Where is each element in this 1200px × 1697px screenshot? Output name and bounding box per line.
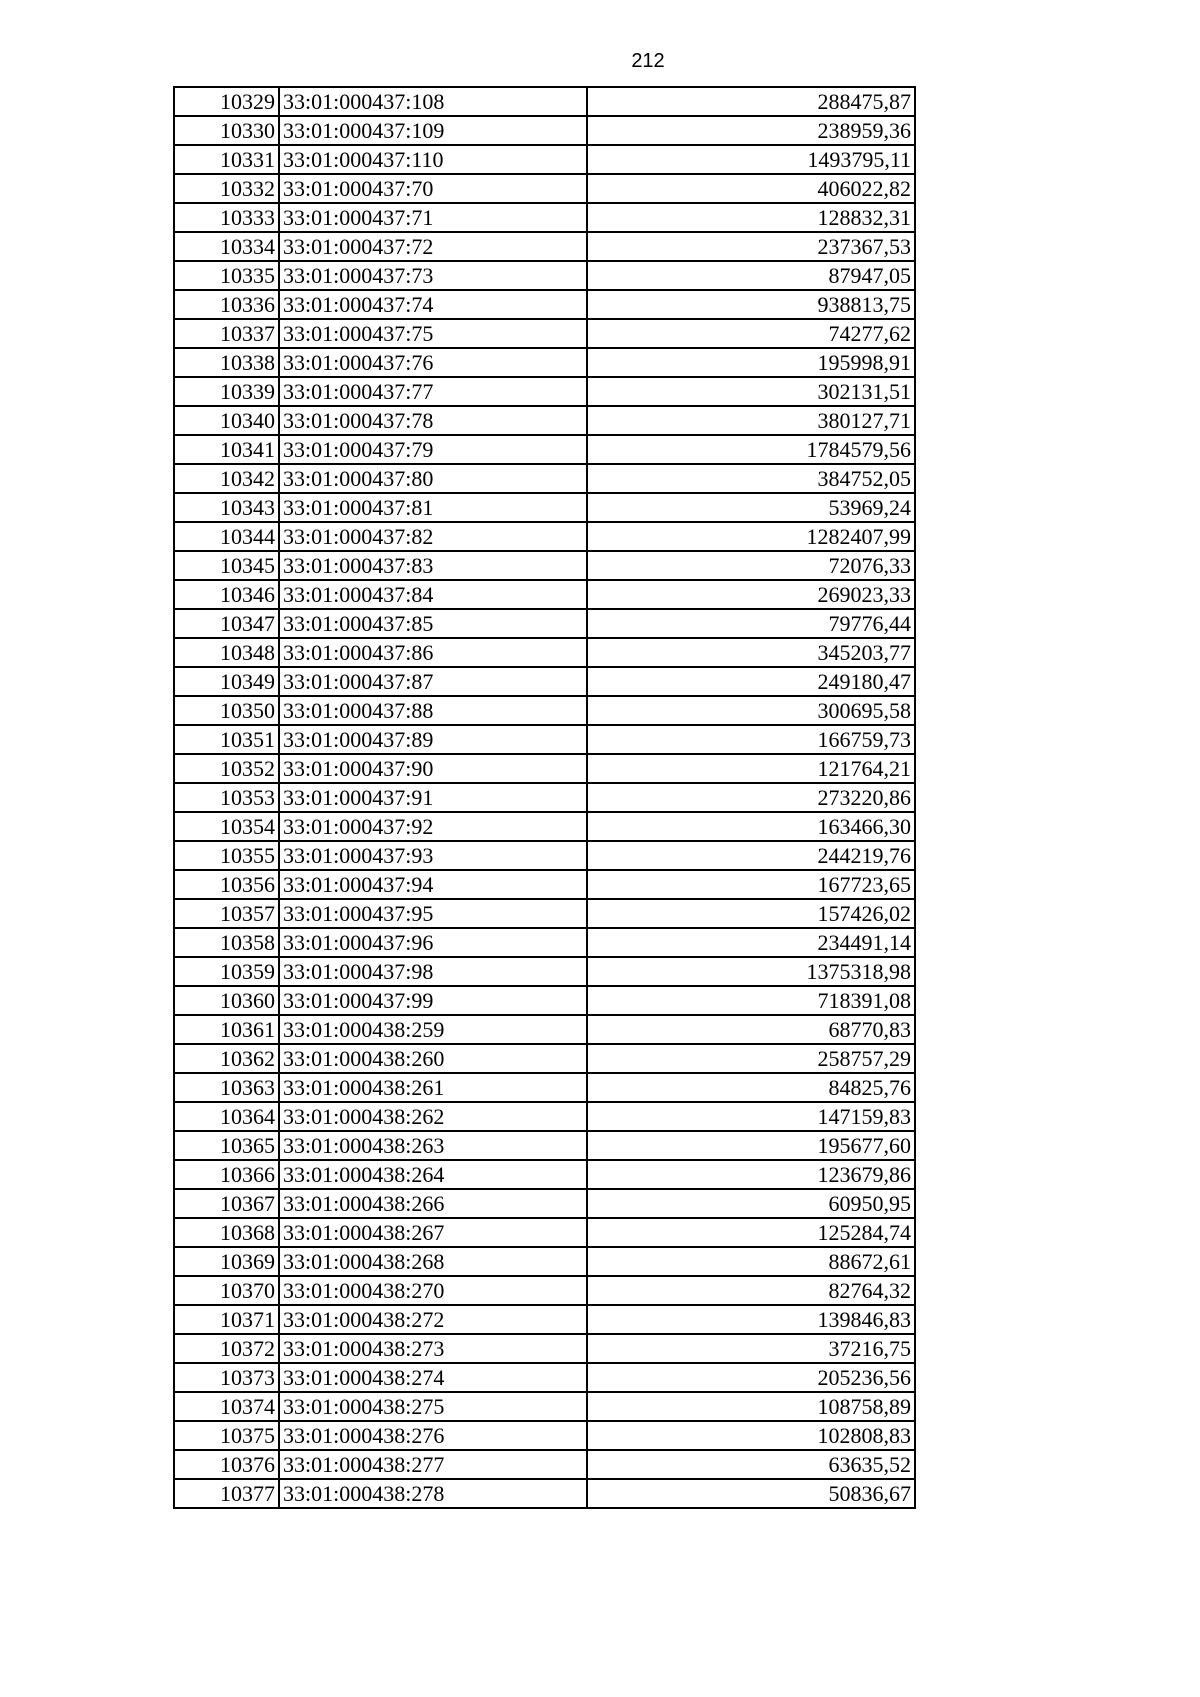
row-number-cell: 10366	[174, 1160, 279, 1189]
row-number-cell: 10364	[174, 1102, 279, 1131]
table-row	[174, 290, 915, 319]
row-number-cell: 10342	[174, 464, 279, 493]
table-row	[174, 261, 915, 290]
cadastral-number-cell: 33:01:000438:260	[279, 1044, 587, 1073]
row-number-cell: 10341	[174, 435, 279, 464]
cadastral-number-cell: 33:01:000437:96	[279, 928, 587, 957]
table-row	[174, 1392, 915, 1421]
table-row	[174, 174, 915, 203]
table-row	[174, 1421, 915, 1450]
cadastral-value-cell: 205236,56	[587, 1363, 915, 1392]
cadastral-value-cell: 302131,51	[587, 377, 915, 406]
row-number-cell: 10347	[174, 609, 279, 638]
cadastral-number-cell: 33:01:000438:267	[279, 1218, 587, 1247]
cadastral-number-cell: 33:01:000438:276	[279, 1421, 587, 1450]
table-row	[174, 1276, 915, 1305]
row-number-cell: 10363	[174, 1073, 279, 1102]
cadastral-number-cell: 33:01:000437:95	[279, 899, 587, 928]
row-number-cell: 10346	[174, 580, 279, 609]
cadastral-number-cell: 33:01:000437:94	[279, 870, 587, 899]
cadastral-number-cell: 33:01:000437:76	[279, 348, 587, 377]
table-row	[174, 203, 915, 232]
cadastral-number-cell: 33:01:000438:273	[279, 1334, 587, 1363]
row-number-cell: 10334	[174, 232, 279, 261]
cadastral-value-cell: 166759,73	[587, 725, 915, 754]
cadastral-number-cell: 33:01:000438:266	[279, 1189, 587, 1218]
row-number-cell: 10333	[174, 203, 279, 232]
table-row	[174, 435, 915, 464]
cadastral-number-cell: 33:01:000437:83	[279, 551, 587, 580]
cadastral-value-cell: 244219,76	[587, 841, 915, 870]
cadastral-number-cell: 33:01:000437:74	[279, 290, 587, 319]
cadastral-value-table	[173, 86, 916, 1509]
cadastral-number-cell: 33:01:000438:264	[279, 1160, 587, 1189]
table-row	[174, 667, 915, 696]
cadastral-number-cell: 33:01:000437:75	[279, 319, 587, 348]
cadastral-value-cell: 269023,33	[587, 580, 915, 609]
cadastral-number-cell: 33:01:000437:71	[279, 203, 587, 232]
cadastral-value-cell: 345203,77	[587, 638, 915, 667]
cadastral-number-cell: 33:01:000437:81	[279, 493, 587, 522]
table-row	[174, 522, 915, 551]
cadastral-value-cell: 53969,24	[587, 493, 915, 522]
table-row	[174, 377, 915, 406]
cadastral-value-cell: 157426,02	[587, 899, 915, 928]
row-number-cell: 10330	[174, 116, 279, 145]
row-number-cell: 10351	[174, 725, 279, 754]
row-number-cell: 10348	[174, 638, 279, 667]
cadastral-value-cell: 273220,86	[587, 783, 915, 812]
row-number-cell: 10352	[174, 754, 279, 783]
cadastral-value-cell: 238959,36	[587, 116, 915, 145]
cadastral-number-cell: 33:01:000438:270	[279, 1276, 587, 1305]
row-number-cell: 10338	[174, 348, 279, 377]
table-row	[174, 1334, 915, 1363]
row-number-cell: 10359	[174, 957, 279, 986]
table-row	[174, 1479, 915, 1508]
table-row	[174, 1450, 915, 1479]
cadastral-number-cell: 33:01:000437:98	[279, 957, 587, 986]
row-number-cell: 10340	[174, 406, 279, 435]
table-row	[174, 638, 915, 667]
row-number-cell: 10332	[174, 174, 279, 203]
row-number-cell: 10361	[174, 1015, 279, 1044]
table-row	[174, 580, 915, 609]
table-row	[174, 725, 915, 754]
cadastral-value-cell: 121764,21	[587, 754, 915, 783]
table-row	[174, 609, 915, 638]
cadastral-number-cell: 33:01:000438:274	[279, 1363, 587, 1392]
row-number-cell: 10343	[174, 493, 279, 522]
row-number-cell: 10368	[174, 1218, 279, 1247]
cadastral-value-cell: 234491,14	[587, 928, 915, 957]
table-row	[174, 1102, 915, 1131]
cadastral-number-cell: 33:01:000437:85	[279, 609, 587, 638]
cadastral-number-cell: 33:01:000437:77	[279, 377, 587, 406]
table-row	[174, 783, 915, 812]
cadastral-number-cell: 33:01:000438:263	[279, 1131, 587, 1160]
row-number-cell: 10358	[174, 928, 279, 957]
table-row	[174, 1305, 915, 1334]
row-number-cell: 10377	[174, 1479, 279, 1508]
row-number-cell: 10353	[174, 783, 279, 812]
cadastral-value-cell: 195677,60	[587, 1131, 915, 1160]
cadastral-value-cell: 72076,33	[587, 551, 915, 580]
cadastral-number-cell: 33:01:000438:277	[279, 1450, 587, 1479]
cadastral-value-cell: 1493795,11	[587, 145, 915, 174]
table-row	[174, 899, 915, 928]
row-number-cell: 10356	[174, 870, 279, 899]
cadastral-number-cell: 33:01:000437:108	[279, 87, 587, 116]
table-row	[174, 841, 915, 870]
row-number-cell: 10367	[174, 1189, 279, 1218]
row-number-cell: 10336	[174, 290, 279, 319]
row-number-cell: 10355	[174, 841, 279, 870]
table-row	[174, 464, 915, 493]
table-row	[174, 145, 915, 174]
cadastral-number-cell: 33:01:000437:90	[279, 754, 587, 783]
cadastral-value-cell: 195998,91	[587, 348, 915, 377]
row-number-cell: 10349	[174, 667, 279, 696]
cadastral-number-cell: 33:01:000437:86	[279, 638, 587, 667]
table-row	[174, 696, 915, 725]
cadastral-value-cell: 128832,31	[587, 203, 915, 232]
row-number-cell: 10371	[174, 1305, 279, 1334]
table-row	[174, 1131, 915, 1160]
table-row	[174, 116, 915, 145]
row-number-cell: 10375	[174, 1421, 279, 1450]
cadastral-value-cell: 50836,67	[587, 1479, 915, 1508]
table-row	[174, 1160, 915, 1189]
cadastral-value-cell: 1784579,56	[587, 435, 915, 464]
cadastral-number-cell: 33:01:000437:87	[279, 667, 587, 696]
cadastral-value-cell: 300695,58	[587, 696, 915, 725]
row-number-cell: 10374	[174, 1392, 279, 1421]
row-number-cell: 10329	[174, 87, 279, 116]
cadastral-value-cell: 288475,87	[587, 87, 915, 116]
page-number: 212	[631, 50, 665, 72]
row-number-cell: 10372	[174, 1334, 279, 1363]
row-number-cell: 10373	[174, 1363, 279, 1392]
cadastral-value-cell: 87947,05	[587, 261, 915, 290]
cadastral-number-cell: 33:01:000437:89	[279, 725, 587, 754]
table-row	[174, 812, 915, 841]
cadastral-number-cell: 33:01:000438:261	[279, 1073, 587, 1102]
cadastral-value-cell: 68770,83	[587, 1015, 915, 1044]
cadastral-value-cell: 384752,05	[587, 464, 915, 493]
table-row	[174, 1015, 915, 1044]
cadastral-value-cell: 147159,83	[587, 1102, 915, 1131]
table-row	[174, 232, 915, 261]
cadastral-value-cell: 123679,86	[587, 1160, 915, 1189]
table-row	[174, 1189, 915, 1218]
row-number-cell: 10376	[174, 1450, 279, 1479]
table-row	[174, 986, 915, 1015]
table-row	[174, 957, 915, 986]
row-number-cell: 10345	[174, 551, 279, 580]
row-number-cell: 10362	[174, 1044, 279, 1073]
table-row	[174, 1073, 915, 1102]
cadastral-value-cell: 37216,75	[587, 1334, 915, 1363]
cadastral-value-cell: 938813,75	[587, 290, 915, 319]
row-number-cell: 10331	[174, 145, 279, 174]
cadastral-number-cell: 33:01:000437:88	[279, 696, 587, 725]
row-number-cell: 10344	[174, 522, 279, 551]
table-row	[174, 1218, 915, 1247]
table-row	[174, 87, 915, 116]
cadastral-value-cell: 125284,74	[587, 1218, 915, 1247]
table-row	[174, 348, 915, 377]
cadastral-number-cell: 33:01:000437:80	[279, 464, 587, 493]
cadastral-number-cell: 33:01:000437:72	[279, 232, 587, 261]
cadastral-number-cell: 33:01:000437:110	[279, 145, 587, 174]
cadastral-number-cell: 33:01:000437:92	[279, 812, 587, 841]
row-number-cell: 10370	[174, 1276, 279, 1305]
cadastral-value-cell: 718391,08	[587, 986, 915, 1015]
table-row	[174, 870, 915, 899]
cadastral-value-cell: 163466,30	[587, 812, 915, 841]
cadastral-value-cell: 167723,65	[587, 870, 915, 899]
cadastral-value-cell: 406022,82	[587, 174, 915, 203]
cadastral-number-cell: 33:01:000437:91	[279, 783, 587, 812]
table-row	[174, 1247, 915, 1276]
table-row	[174, 493, 915, 522]
cadastral-number-cell: 33:01:000437:73	[279, 261, 587, 290]
table-row	[174, 319, 915, 348]
cadastral-value-cell: 1375318,98	[587, 957, 915, 986]
row-number-cell: 10365	[174, 1131, 279, 1160]
cadastral-number-cell: 33:01:000437:79	[279, 435, 587, 464]
cadastral-value-cell: 102808,83	[587, 1421, 915, 1450]
cadastral-value-cell: 88672,61	[587, 1247, 915, 1276]
cadastral-number-cell: 33:01:000437:109	[279, 116, 587, 145]
table-row	[174, 551, 915, 580]
cadastral-value-cell: 258757,29	[587, 1044, 915, 1073]
cadastral-value-cell: 1282407,99	[587, 522, 915, 551]
cadastral-number-cell: 33:01:000437:70	[279, 174, 587, 203]
cadastral-value-cell: 74277,62	[587, 319, 915, 348]
cadastral-number-cell: 33:01:000437:78	[279, 406, 587, 435]
cadastral-number-cell: 33:01:000437:82	[279, 522, 587, 551]
cadastral-value-cell: 108758,89	[587, 1392, 915, 1421]
row-number-cell: 10357	[174, 899, 279, 928]
row-number-cell: 10335	[174, 261, 279, 290]
cadastral-value-cell: 60950,95	[587, 1189, 915, 1218]
cadastral-value-cell: 63635,52	[587, 1450, 915, 1479]
cadastral-value-cell: 249180,47	[587, 667, 915, 696]
row-number-cell: 10360	[174, 986, 279, 1015]
cadastral-value-cell: 139846,83	[587, 1305, 915, 1334]
cadastral-number-cell: 33:01:000438:278	[279, 1479, 587, 1508]
table-row	[174, 1363, 915, 1392]
table-body	[174, 87, 915, 1508]
cadastral-value-cell: 82764,32	[587, 1276, 915, 1305]
cadastral-number-cell: 33:01:000437:99	[279, 986, 587, 1015]
table-row	[174, 754, 915, 783]
cadastral-value-cell: 380127,71	[587, 406, 915, 435]
row-number-cell: 10354	[174, 812, 279, 841]
cadastral-number-cell: 33:01:000438:272	[279, 1305, 587, 1334]
table-row	[174, 406, 915, 435]
row-number-cell: 10350	[174, 696, 279, 725]
cadastral-number-cell: 33:01:000438:262	[279, 1102, 587, 1131]
row-number-cell: 10337	[174, 319, 279, 348]
row-number-cell: 10369	[174, 1247, 279, 1276]
cadastral-number-cell: 33:01:000437:84	[279, 580, 587, 609]
cadastral-number-cell: 33:01:000438:268	[279, 1247, 587, 1276]
cadastral-number-cell: 33:01:000437:93	[279, 841, 587, 870]
cadastral-value-cell: 84825,76	[587, 1073, 915, 1102]
cadastral-value-cell: 79776,44	[587, 609, 915, 638]
row-number-cell: 10339	[174, 377, 279, 406]
table-row	[174, 1044, 915, 1073]
table-row	[174, 928, 915, 957]
cadastral-number-cell: 33:01:000438:259	[279, 1015, 587, 1044]
cadastral-value-cell: 237367,53	[587, 232, 915, 261]
cadastral-number-cell: 33:01:000438:275	[279, 1392, 587, 1421]
